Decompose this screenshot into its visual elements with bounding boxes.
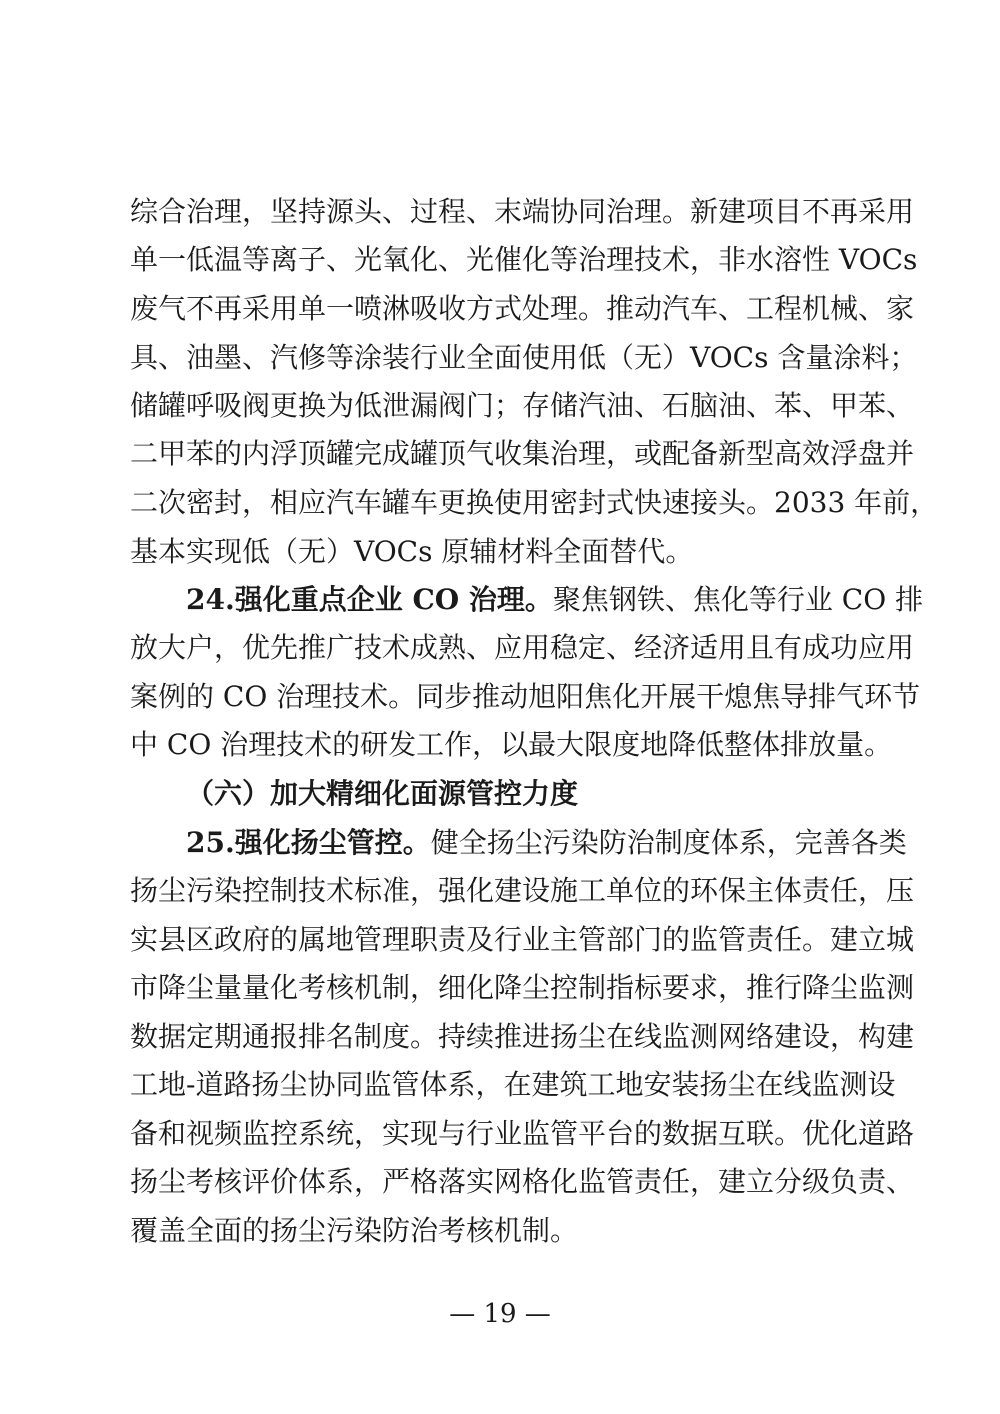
item-25-title: 25.强化扬尘管控。: [186, 826, 431, 859]
paragraph-line: 二甲苯的内浮顶罐完成罐顶气收集治理，或配备新型高效浮盘并: [130, 437, 915, 470]
item-25-first-line-text: 健全扬尘污染防治制度体系，完善各类: [430, 826, 907, 859]
page-number: — 19 —: [449, 1299, 551, 1329]
paragraph-line: 扬尘污染控制技术标准，强化建设施工单位的环保主体责任，压: [130, 874, 915, 907]
paragraph-line: 覆盖全面的扬尘污染防治考核机制。: [130, 1214, 579, 1247]
paragraph-line: 市降尘量量化考核机制，细化降尘控制指标要求，推行降尘监测: [130, 971, 915, 1004]
paragraph-line: 工地-道路扬尘协同监管体系，在建筑工地安装扬尘在线监测设: [130, 1068, 896, 1101]
paragraph-line: 储罐呼吸阀更换为低泄漏阀门；存储汽油、石脑油、苯、甲苯、: [130, 389, 915, 422]
paragraph-line: 二次密封，相应汽车罐车更换使用密封式快速接头。2033 年前，: [130, 486, 939, 519]
paragraph-line: 综合治理，坚持源头、过程、末端协同治理。新建项目不再采用: [130, 195, 915, 228]
paragraph-line: 实县区政府的属地管理职责及行业主管部门的监管责任。建立城: [130, 923, 915, 956]
item-24-first-line: [186, 580, 924, 620]
paragraph-line: 废气不再采用单一喷淋吸收方式处理。推动汽车、工程机械、家: [130, 292, 915, 325]
item-24-first-line-text: 聚焦钢铁、焦化等行业 CO 排: [552, 583, 924, 616]
paragraph-line: 备和视频监控系统，实现与行业监管平台的数据互联。优化道路: [130, 1117, 915, 1150]
paragraph-line: 具、油墨、汽修等涂装行业全面使用低（无）VOCs 含量涂料；: [130, 341, 918, 374]
paragraph-line: 案例的 CO 治理技术。同步推动旭阳焦化开展干熄焦导排气环节: [130, 680, 921, 713]
paragraph-line: 单一低温等离子、光氧化、光催化等治理技术，非水溶性 VOCs: [130, 243, 918, 276]
paragraph-line: 基本实现低（无）VOCs 原辅材料全面替代。: [130, 535, 694, 568]
paragraph-line: 中 CO 治理技术的研发工作，以最大限度地降低整体排放量。: [130, 728, 893, 761]
section-heading: （六）加大精细化面源管控力度: [186, 777, 579, 810]
paragraph-line: 扬尘考核评价体系，严格落实网格化监管责任，建立分级负责、: [130, 1165, 915, 1198]
paragraph-line: 放大户，优先推广技术成熟、应用稳定、经济适用且有成功应用: [130, 631, 915, 664]
paragraph-line: 数据定期通报排名制度。持续推进扬尘在线监测网络建设，构建: [130, 1020, 915, 1053]
item-25-first-line: [186, 823, 907, 863]
item-24-title: 24.强化重点企业 CO 治理。: [186, 583, 553, 616]
